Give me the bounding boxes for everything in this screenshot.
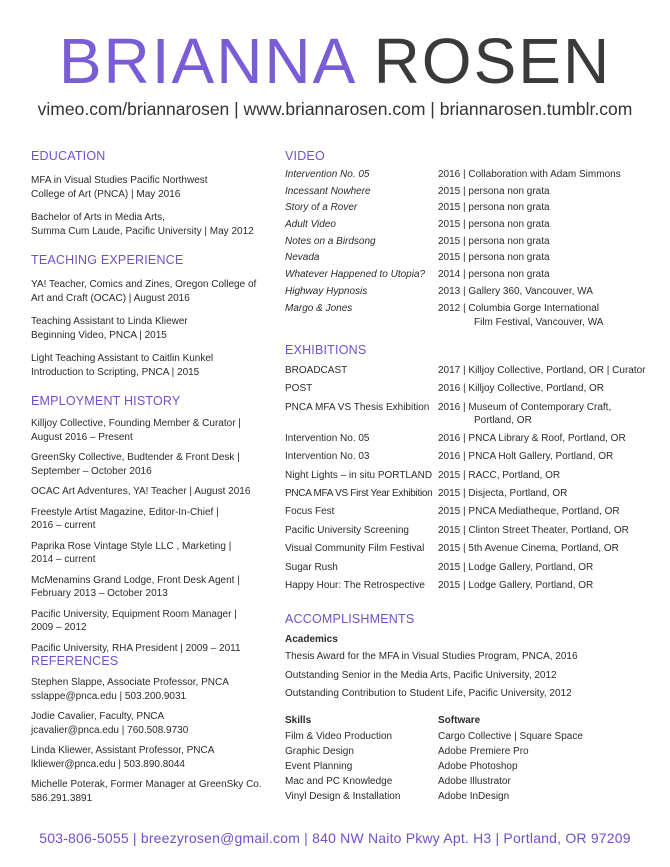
resume-name <box>0 26 670 96</box>
video-detail: 2014 | persona non grata <box>438 269 550 281</box>
video-title: Nevada <box>285 252 320 264</box>
skill-item: Vinyl Design & Installation <box>285 791 401 802</box>
software-item: Adobe Photoshop <box>438 761 518 772</box>
video-row <box>285 268 665 285</box>
employment-heading: EMPLOYMENT HISTORY <box>31 394 181 408</box>
skill-item: Graphic Design <box>285 746 354 757</box>
website-links: vimeo.com/briannarosen | www.briannarosen.com | briannarosen.tumblr.com <box>37 99 633 119</box>
academic-item: Thesis Award for the MFA in Visual Studies Program, PNCA, 2016 <box>285 651 578 662</box>
reference-entry: Linda Kliewer, Assistant Professor, PNCA lkliewer@pnca.edu | 503.890.8044 <box>31 745 215 770</box>
video-title: Intervention No. 05 <box>285 169 370 180</box>
skill-item: Mac and PC Knowledge <box>285 776 393 787</box>
references-list <box>31 676 271 812</box>
video-title: Margo & Jones <box>285 302 353 314</box>
video-detail: 2015 | persona non grata <box>438 202 550 214</box>
first-name: BRIANNA <box>58 25 354 97</box>
education-heading: EDUCATION <box>31 149 106 163</box>
video-title: Whatever Happened to Utopia? <box>285 269 426 281</box>
exhibition-row: PNCA MFA VS First Year Exhibition 2015 | Disjecta, Portland, OR <box>285 487 568 499</box>
teaching-entry: YA! Teacher, Comics and Zines, Oregon College of Art and Craft (OCAC) | August 2016 <box>31 279 257 304</box>
reference-entry: Michelle Poterak, Former Manager at GreenSky Co. 586.291.3891 <box>31 779 262 804</box>
software-item: Adobe Premiere Pro <box>438 746 529 757</box>
employment-entry: Killjoy Collective, Founding Member & Curator | August 2016 – Present <box>31 418 241 443</box>
exhibition-row: POST 2016 | Killjoy Collective, Portland, OR <box>285 383 605 395</box>
video-title: Notes on a Birdsong <box>285 235 376 247</box>
video-row <box>285 235 665 252</box>
exhibition-row: BROADCAST 2017 | Killjoy Collective, Portland, OR | Curator <box>285 365 646 376</box>
video-detail: 2016 | Collaboration with Adam Simmons <box>438 169 621 180</box>
video-title: Story of a Rover <box>285 202 358 214</box>
reference-entry: Stephen Slappe, Associate Professor, PNCA sslappe@pnca.edu | 503.200.9031 <box>31 677 229 702</box>
education-entry: Bachelor of Arts in Media Arts, Summa Cum Laude, Pacific University | May 2012 <box>31 212 254 237</box>
software-label: Software <box>438 715 481 726</box>
video-detail: 2013 | Gallery 360, Vancouver, WA <box>438 285 593 297</box>
video-row <box>285 218 665 235</box>
teaching-heading: TEACHING EXPERIENCE <box>31 253 184 267</box>
academic-item: Outstanding Contribution to Student Life, Pacific University, 2012 <box>285 688 572 699</box>
exhibition-row: Intervention No. 03 2016 | PNCA Holt Gallery, Portland, OR <box>285 451 614 463</box>
video-row <box>285 302 665 334</box>
video-row <box>285 185 665 202</box>
exhibition-row: Night Lights – in situ PORTLAND 2015 | RACC, Portland, OR <box>285 469 561 481</box>
exhibition-row: Sugar Rush 2015 | Lodge Gallery, Portland, OR <box>285 561 594 573</box>
video-detail: 2015 | persona non grata <box>438 185 550 197</box>
exhibitions-heading: EXHIBITIONS <box>285 343 367 357</box>
skill-item: Event Planning <box>285 761 353 772</box>
exhibition-row: Pacific University Screening 2015 | Clinton Street Theater, Portland, OR <box>285 524 629 536</box>
software-item: Adobe InDesign <box>438 791 510 802</box>
software-item: Cargo Collective | Square Space <box>438 731 583 742</box>
video-detail: 2015 | persona non grata <box>438 252 550 264</box>
employment-entry: Pacific University, RHA President | 2009 – 2011 <box>31 642 241 654</box>
employment-list <box>31 417 271 662</box>
education-entry: MFA in Visual Studies Pacific Northwest College of Art (PNCA) | May 2016 <box>31 175 208 200</box>
academics-list <box>285 648 578 704</box>
video-detail: 2015 | persona non grata <box>438 219 550 231</box>
video-list <box>285 168 665 334</box>
accomplishments-heading: ACCOMPLISHMENTS <box>285 612 415 626</box>
teaching-entry: Light Teaching Assistant to Caitlin Kunkel Introduction to Scripting, PNCA | 2015 <box>31 353 214 378</box>
employment-entry: Pacific University, Equipment Room Manager | 2009 – 2012 <box>31 608 237 633</box>
last-name: ROSEN <box>373 25 612 97</box>
employment-entry: OCAC Art Adventures, YA! Teacher | August 2016 <box>31 486 251 497</box>
education-list <box>31 174 271 248</box>
skills-label: Skills <box>285 715 312 726</box>
skills-list <box>285 729 400 804</box>
contact-footer: 503-806-5055 | breezyrosen@gmail.com | 840 NW Naito Pkwy Apt. H3 | Portland, OR 97209 <box>39 830 631 846</box>
exhibition-row: Visual Community Film Festival 2015 | 5th Avenue Cinema, Portland, OR <box>285 543 619 555</box>
video-detail: 2012 | Columbia Gorge International Film Festival, Vancouver, WA <box>438 302 604 328</box>
academic-item: Outstanding Senior in the Media Arts, Pacific University, 2012 <box>285 669 557 681</box>
video-title: Adult Video <box>285 219 336 231</box>
employment-entry: GreenSky Collective, Budtender & Front Desk | September – October 2016 <box>31 452 240 477</box>
employment-entry: McMenamins Grand Lodge, Front Desk Agent | February 2013 – October 2013 <box>31 574 240 599</box>
video-title: Incessant Nowhere <box>285 185 371 197</box>
video-row <box>285 285 665 302</box>
video-title: Highway Hypnosis <box>285 285 368 297</box>
exhibitions-list <box>285 364 670 597</box>
exhibition-row: PNCA MFA VS Thesis Exhibition 2016 | Museum of Contemporary Craft, Portland, OR <box>285 401 612 426</box>
video-row <box>285 168 665 185</box>
exhibition-row: Intervention No. 05 2016 | PNCA Library & Roof, Portland, OR <box>285 432 626 444</box>
academics-label: Academics <box>285 634 338 645</box>
video-heading: VIDEO <box>285 149 325 163</box>
software-list <box>438 729 583 804</box>
video-row <box>285 201 665 218</box>
references-heading: REFERENCES <box>31 654 119 668</box>
video-detail: 2015 | persona non grata <box>438 235 550 247</box>
exhibition-row: Focus Fest 2015 | PNCA Mediatheque, Portland, OR <box>285 506 620 518</box>
employment-entry: Paprika Rose Vintage Style LLC , Marketing | 2014 – current <box>31 540 232 565</box>
software-item: Adobe Illustrator <box>438 776 511 787</box>
reference-entry: Jodie Cavalier, Faculty, PNCA jcavalier@pnca.edu | 760.508.9730 <box>31 711 189 736</box>
skill-item: Film & Video Production <box>285 731 393 742</box>
video-row <box>285 251 665 268</box>
exhibition-row: Happy Hour: The Retrospective 2015 | Lodge Gallery, Portland, OR <box>285 579 594 591</box>
teaching-list <box>31 278 271 389</box>
teaching-entry: Teaching Assistant to Linda Kliewer Beginning Video, PNCA | 2015 <box>31 316 188 341</box>
employment-entry: Freestyle Artist Magazine, Editor-In-Chief | 2016 – current <box>31 506 219 531</box>
